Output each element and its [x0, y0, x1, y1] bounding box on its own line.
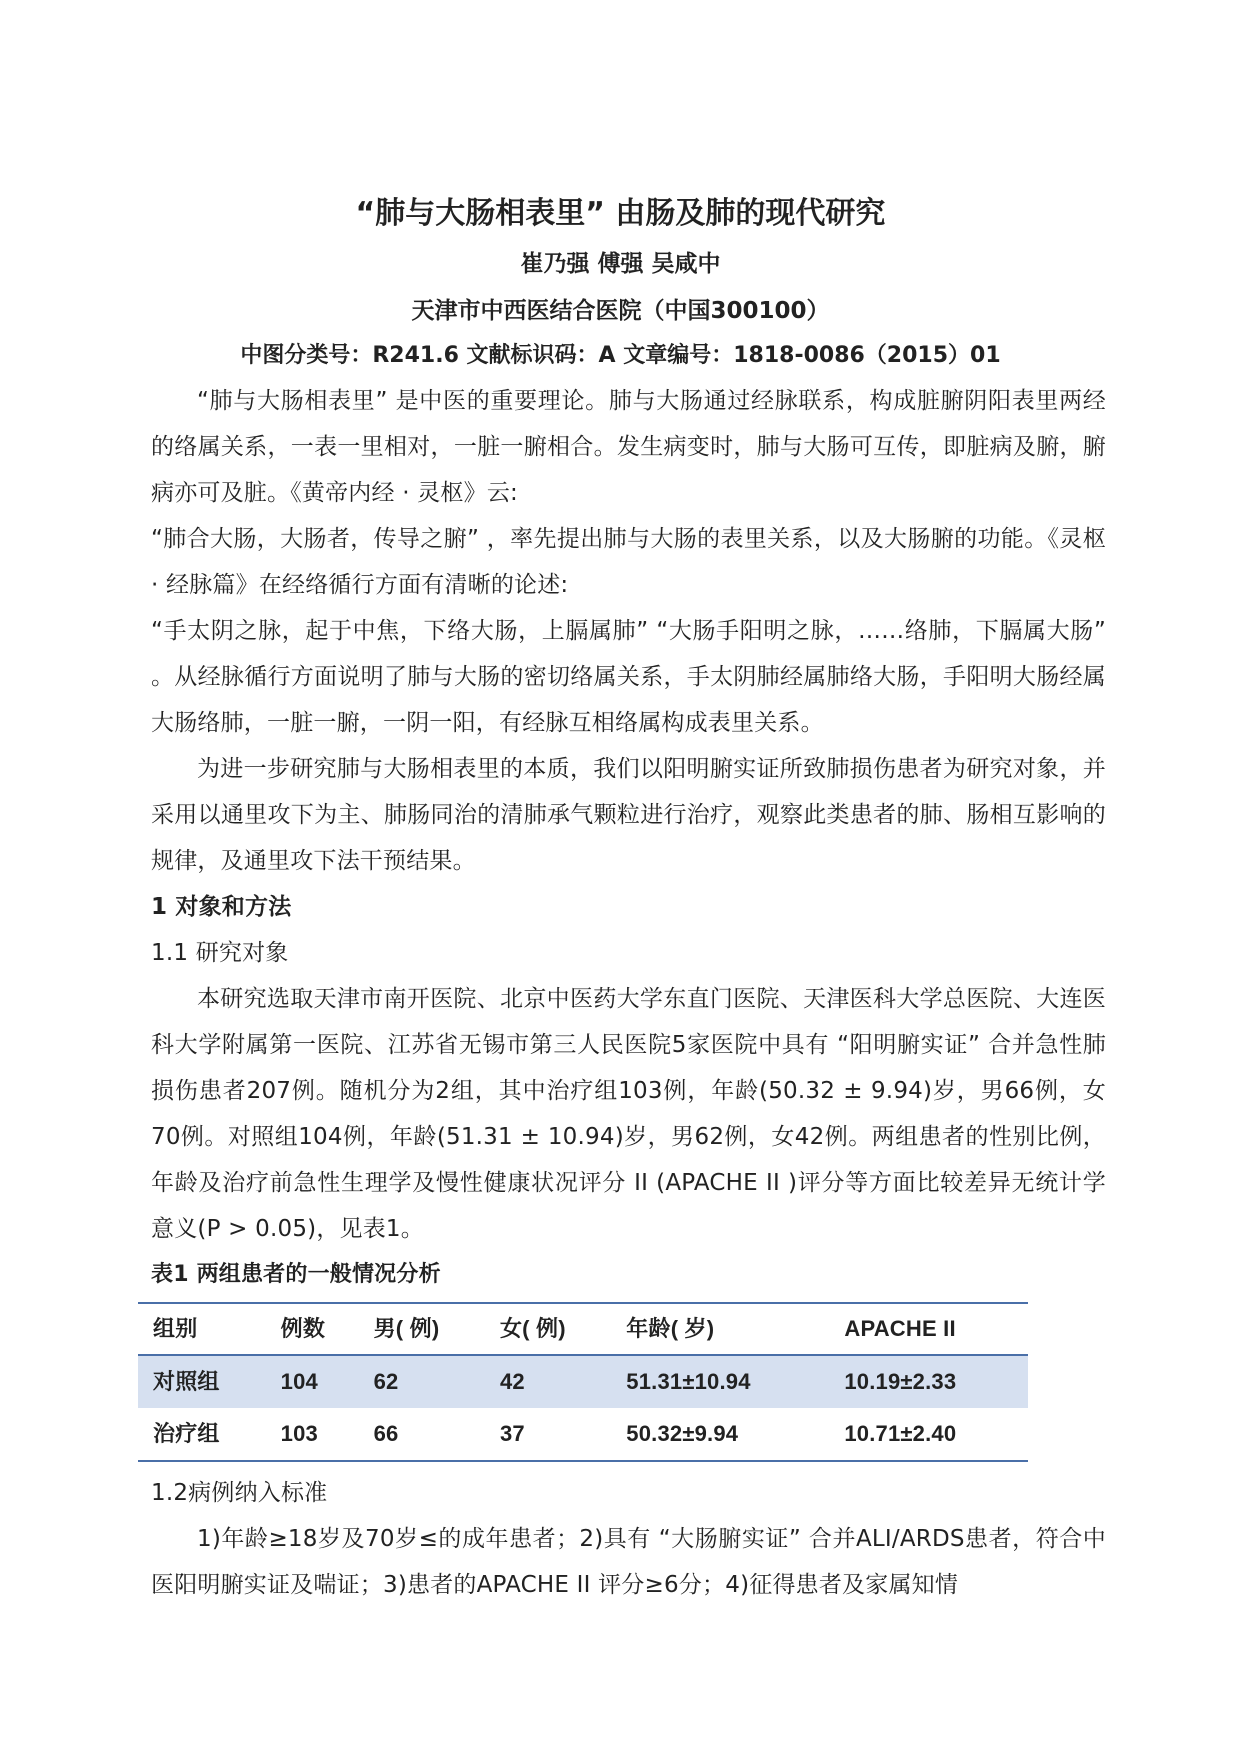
- table-cell: 104: [266, 1355, 359, 1408]
- header-cell-age: 年龄( 岁): [611, 1303, 829, 1355]
- subsection-heading-1-2: 1.2病例纳入标准: [151, 1480, 328, 1506]
- paper-title: “肺与大肠相表里” 由肠及肺的现代研究: [355, 196, 886, 231]
- intro-paragraph-3: “手太阴之脉，起于中焦，下络大肠，上膈属肺” “大肠手阳明之脉，……络肺，下膈属大肠” 。从经脉循行方面说明了肺与大肠的密切络属关系，手太阴肺经属肺络大肠，手阳明大肠经属大肠络肺，一脏一腑，一阴一阳，有经脉互相络属构成表里关系。: [151, 618, 1106, 736]
- table-cell: 62: [359, 1355, 485, 1408]
- table-cell: 37: [485, 1408, 611, 1461]
- table-cell: 治疗组: [138, 1408, 266, 1461]
- table-row: [138, 1355, 1028, 1408]
- table-header-row: [138, 1303, 1028, 1355]
- header-cell-group: 组别: [138, 1303, 266, 1355]
- table-row: [138, 1408, 1028, 1461]
- classification-line: 中图分类号：R241.6 文献标识码：A 文章编号：1818-0086（2015）01: [240, 343, 1001, 368]
- author-list: 崔乃强 傅强 吴咸中: [520, 251, 721, 277]
- inclusion-criteria-paragraph: 1)年龄≥18岁及70岁≤的成年患者；2)具有 “大肠腑实证” 合并ALI/ARDS患者，符合中医阳明腑实证及喘证；3)患者的APACHE II 评分≥6分；4)征得患者及家属知情: [151, 1526, 1106, 1598]
- section-heading: 1 对象和方法: [151, 894, 292, 920]
- table-cell: 对照组: [138, 1355, 266, 1408]
- table-cell: 66: [359, 1408, 485, 1461]
- table-cell: 42: [485, 1355, 611, 1408]
- paper-body: [151, 378, 1106, 1608]
- study-subjects-paragraph: 本研究选取天津市南开医院、北京中医药大学东直门医院、天津医科大学总医院、大连医科大学附属第一医院、江苏省无锡市第三人民医院5家医院中具有 “阳明腑实证” 合并急性肺损伤患者207例。随机分为2组，其中治疗组103例，年龄(50.32 ± 9.94)岁，男66例，女70例。对照组104例，年龄(51.31 ± 10.94)岁，男62例，女42例。两组患者的性别比例，年龄及治疗前急性生理学及慢性健康状况评分 II (APACHE II )评分等方面比较差异无统计学意义(P > 0.05)，见表1。: [151, 986, 1106, 1242]
- table-cell: 10.19±2.33: [829, 1355, 1028, 1408]
- general-info-table: [138, 1302, 1028, 1462]
- header-cell-count: 例数: [266, 1303, 359, 1355]
- header-cell-apache: APACHE II: [829, 1303, 1028, 1355]
- intro-paragraph-4: 为进一步研究肺与大肠相表里的本质，我们以阳明腑实证所致肺损伤患者为研究对象，并采用以通里攻下为主、肺肠同治的清肺承气颗粒进行治疗，观察此类患者的肺、肠相互影响的规律，及通里攻下法干预结果。: [151, 756, 1106, 874]
- intro-paragraph-1: “肺与大肠相表里” 是中医的重要理论。肺与大肠通过经脉联系，构成脏腑阴阳表里两经的络属关系，一表一里相对，一脏一腑相合。发生病变时，肺与大肠可互传，即脏病及腑，腑病亦可及脏。《黄帝内经 · 灵枢》云:: [151, 388, 1106, 506]
- header-cell-male: 男( 例): [359, 1303, 485, 1355]
- intro-paragraph-2: “肺合大肠，大肠者，传导之腑” ，率先提出肺与大肠的表里关系，以及大肠腑的功能。《灵枢 · 经脉篇》在经络循行方面有清晰的论述:: [151, 526, 1106, 598]
- affiliation: 天津市中西医结合医院（中国300100）: [411, 298, 830, 324]
- table-cell: 103: [266, 1408, 359, 1461]
- table-caption: 表1 两组患者的一般情况分析: [151, 1262, 441, 1287]
- table-cell: 10.71±2.40: [829, 1408, 1028, 1461]
- header-cell-female: 女( 例): [485, 1303, 611, 1355]
- table-cell: 50.32±9.94: [611, 1408, 829, 1461]
- table-cell: 51.31±10.94: [611, 1355, 829, 1408]
- subsection-heading-1-1: 1.1 研究对象: [151, 940, 289, 966]
